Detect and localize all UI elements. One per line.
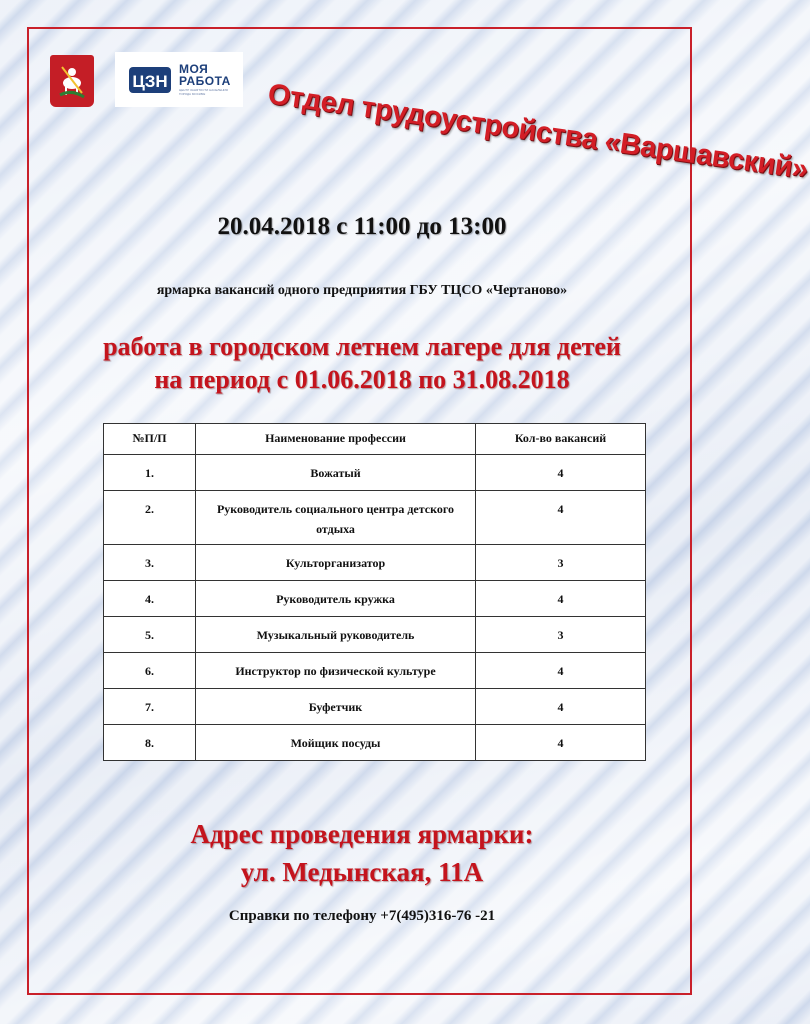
- row-count: 4: [476, 491, 646, 545]
- header-count: Кол-во вакансий: [476, 424, 646, 455]
- table-row: [104, 725, 646, 761]
- logo-small-text: ЦЕНТР ЗАНЯТОСТИ НАСЕЛЕНИЯ ГОРОДА МОСКВЫ: [179, 88, 228, 96]
- row-profession: Вожатый: [196, 455, 476, 491]
- address-street: ул. Медынская, 11А: [240, 857, 484, 887]
- job-title: [0, 330, 724, 396]
- logo-text: [179, 63, 239, 96]
- row-profession: Буфетчик: [196, 689, 476, 725]
- table-row: [104, 491, 646, 545]
- row-profession: Музыкальный руководитель: [196, 617, 476, 653]
- table-row: [104, 455, 646, 491]
- row-number: 1.: [104, 455, 196, 491]
- header-number: №П/П: [104, 424, 196, 455]
- department-title: Отдел трудоустройства «Варшавский»: [265, 78, 810, 186]
- row-profession: Руководитель социального центра детского отдыха: [196, 491, 476, 545]
- table-row: [104, 689, 646, 725]
- row-number: 6.: [104, 653, 196, 689]
- row-number: 5.: [104, 617, 196, 653]
- row-count: 4: [476, 725, 646, 761]
- logo-line1: МОЯ: [179, 62, 209, 76]
- job-title-line2: на период с 01.06.2018 по 31.08.2018: [154, 365, 570, 394]
- table-header-row: [104, 424, 646, 455]
- row-count: 4: [476, 689, 646, 725]
- row-profession: Руководитель кружка: [196, 581, 476, 617]
- fair-description: ярмарка вакансий одного предприятия ГБУ ТЦСО «Чертаново»: [156, 283, 568, 298]
- my-job-logo: [115, 52, 243, 107]
- row-count: 3: [476, 617, 646, 653]
- table-row: [104, 617, 646, 653]
- moscow-coat-of-arms-icon: [50, 55, 94, 107]
- contact-phone: Справки по телефону +7(495)316-76 -21: [228, 908, 496, 924]
- row-count: 3: [476, 545, 646, 581]
- row-count: 4: [476, 581, 646, 617]
- vacancy-table: [103, 423, 646, 761]
- row-count: 4: [476, 653, 646, 689]
- czn-logo-icon: [127, 63, 173, 97]
- table-row: [104, 545, 646, 581]
- address-label: Адрес проведения ярмарки:: [190, 819, 534, 849]
- row-profession: Инструктор по физической культуре: [196, 653, 476, 689]
- header-profession: Наименование профессии: [196, 424, 476, 455]
- row-number: 4.: [104, 581, 196, 617]
- row-profession: Мойщик посуды: [196, 725, 476, 761]
- row-profession: Культорганизатор: [196, 545, 476, 581]
- row-number: 8.: [104, 725, 196, 761]
- event-date-time: 20.04.2018 с 11:00 до 13:00: [217, 213, 507, 240]
- svg-text:ЦЗН: ЦЗН: [132, 71, 168, 91]
- row-count: 4: [476, 455, 646, 491]
- job-title-line1: работа в городском летнем лагере для детей: [103, 332, 621, 361]
- row-number: 7.: [104, 689, 196, 725]
- logo-line2: РАБОТА: [179, 74, 231, 88]
- table-row: [104, 581, 646, 617]
- row-number: 2.: [104, 491, 196, 545]
- table-row: [104, 653, 646, 689]
- row-number: 3.: [104, 545, 196, 581]
- fair-address: [0, 815, 724, 891]
